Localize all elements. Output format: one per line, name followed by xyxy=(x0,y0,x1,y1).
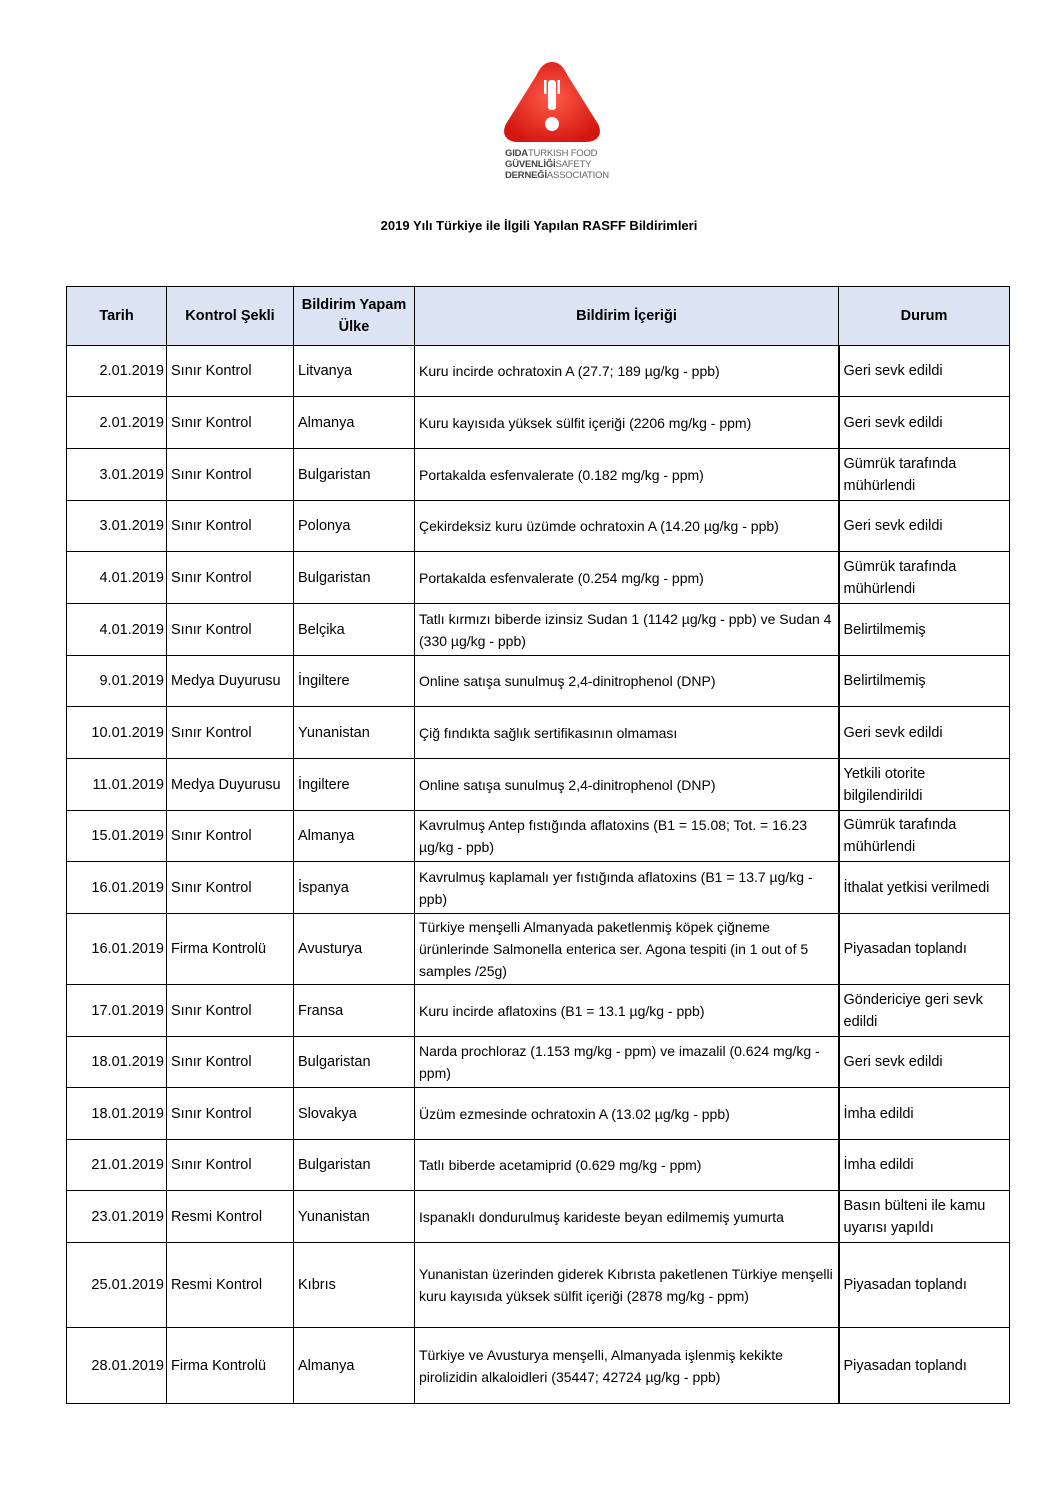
association-logo xyxy=(500,58,604,148)
row-country: Bulgaristan xyxy=(294,449,415,501)
row-control-type: Resmi Kontrol xyxy=(167,1243,294,1328)
row-status: Geri sevk edildi xyxy=(839,1037,1010,1088)
row-control-type: Sınır Kontrol xyxy=(167,707,294,759)
row-status: Göndericiye geri sevk edildi xyxy=(839,985,1010,1037)
row-status: Geri sevk edildi xyxy=(839,501,1010,552)
row-control-type: Sınır Kontrol xyxy=(167,397,294,449)
row-content: Narda prochloraz (1.153 mg/kg - ppm) ve imazalil (0.624 mg/kg - ppm) xyxy=(415,1037,839,1088)
table-row xyxy=(67,346,1010,397)
row-country: Kıbrıs xyxy=(294,1243,415,1328)
table-row xyxy=(67,914,1010,985)
row-control-type: Medya Duyurusu xyxy=(167,759,294,811)
row-control-type: Sınır Kontrol xyxy=(167,1088,294,1140)
table-row xyxy=(67,1037,1010,1088)
row-country: Yunanistan xyxy=(294,1191,415,1243)
row-date: 10.01.2019 xyxy=(67,707,167,759)
row-content: Online satışa sunulmuş 2,4-dinitrophenol (DNP) xyxy=(415,759,839,811)
row-country: Almanya xyxy=(294,811,415,862)
row-country: Almanya xyxy=(294,1328,415,1404)
row-country: Polonya xyxy=(294,501,415,552)
table-row xyxy=(67,501,1010,552)
row-content: Kavrulmuş Antep fıstığında aflatoxins (B1 = 15.08; Tot. = 16.23 µg/kg - ppb) xyxy=(415,811,839,862)
table-row xyxy=(67,604,1010,656)
row-control-type: Sınır Kontrol xyxy=(167,985,294,1037)
row-status: Geri sevk edildi xyxy=(839,707,1010,759)
row-status: Gümrük tarafında mühürlendi xyxy=(839,552,1010,604)
row-country: Litvanya xyxy=(294,346,415,397)
row-date: 9.01.2019 xyxy=(67,656,167,707)
row-date: 21.01.2019 xyxy=(67,1140,167,1191)
row-country: Avusturya xyxy=(294,914,415,985)
row-control-type: Sınır Kontrol xyxy=(167,1140,294,1191)
table-header-row xyxy=(67,287,1010,346)
row-status: İthalat yetkisi verilmedi xyxy=(839,862,1010,914)
row-date: 17.01.2019 xyxy=(67,985,167,1037)
row-date: 15.01.2019 xyxy=(67,811,167,862)
row-date: 25.01.2019 xyxy=(67,1243,167,1328)
row-date: 4.01.2019 xyxy=(67,604,167,656)
row-country: Slovakya xyxy=(294,1088,415,1140)
row-content: Türkiye ve Avusturya menşelli, Almanyada işlenmiş kekikte pirolizidin alkaloidleri (35447; 42724 µg/kg - ppb) xyxy=(415,1328,839,1404)
row-control-type: Firma Kontrolü xyxy=(167,1328,294,1404)
row-date: 11.01.2019 xyxy=(67,759,167,811)
row-date: 18.01.2019 xyxy=(67,1037,167,1088)
table-row xyxy=(67,1088,1010,1140)
row-country: İngiltere xyxy=(294,656,415,707)
row-content: Tatlı biberde acetamiprid (0.629 mg/kg - ppm) xyxy=(415,1140,839,1191)
row-country: Bulgaristan xyxy=(294,1037,415,1088)
rasff-notifications-table xyxy=(66,286,1010,1404)
row-status: Geri sevk edildi xyxy=(839,346,1010,397)
row-control-type: Sınır Kontrol xyxy=(167,449,294,501)
row-date: 3.01.2019 xyxy=(67,501,167,552)
row-content: Ispanaklı dondurulmuş karideste beyan edilmemiş yumurta xyxy=(415,1191,839,1243)
row-control-type: Sınır Kontrol xyxy=(167,1037,294,1088)
table-row xyxy=(67,985,1010,1037)
row-status: Gümrük tarafında mühürlendi xyxy=(839,449,1010,501)
row-control-type: Sınır Kontrol xyxy=(167,346,294,397)
row-date: 23.01.2019 xyxy=(67,1191,167,1243)
row-content: Kuru incirde aflatoxins (B1 = 13.1 µg/kg - ppb) xyxy=(415,985,839,1037)
row-country: Almanya xyxy=(294,397,415,449)
table-row xyxy=(67,811,1010,862)
row-content: Portakalda esfenvalerate (0.254 mg/kg - ppm) xyxy=(415,552,839,604)
row-content: Yunanistan üzerinden giderek Kıbrısta paketlenen Türkiye menşelli kuru kayısıda yüksek sülfit içeriği (2878 mg/kg - ppm) xyxy=(415,1243,839,1328)
row-country: Yunanistan xyxy=(294,707,415,759)
row-content: Türkiye menşelli Almanyada paketlenmiş köpek çiğneme ürünlerinde Salmonella enterica ser. Agona tespiti (in 1 out of 5 samples /25g) xyxy=(415,914,839,985)
table-row xyxy=(67,449,1010,501)
logo-text: GIDATURKISH FOOD GÜVENLİĞİSAFETY DERNEĞİASSOCIATION xyxy=(505,148,609,181)
table-row xyxy=(67,759,1010,811)
row-status: İmha edildi xyxy=(839,1140,1010,1191)
row-date: 2.01.2019 xyxy=(67,346,167,397)
row-status: Basın bülteni ile kamu uyarısı yapıldı xyxy=(839,1191,1010,1243)
row-date: 2.01.2019 xyxy=(67,397,167,449)
row-country: Bulgaristan xyxy=(294,552,415,604)
row-content: Çiğ fındıkta sağlık sertifikasının olmaması xyxy=(415,707,839,759)
row-control-type: Sınır Kontrol xyxy=(167,862,294,914)
row-content: Tatlı kırmızı biberde izinsiz Sudan 1 (1142 µg/kg - ppb) ve Sudan 4 (330 µg/kg - ppb) xyxy=(415,604,839,656)
row-content: Online satışa sunulmuş 2,4-dinitrophenol (DNP) xyxy=(415,656,839,707)
table-row xyxy=(67,1328,1010,1404)
row-status: Geri sevk edildi xyxy=(839,397,1010,449)
row-status: Belirtilmemiş xyxy=(839,604,1010,656)
row-control-type: Sınır Kontrol xyxy=(167,811,294,862)
header-notification-content: Bildirim İçeriği xyxy=(415,287,839,346)
row-date: 3.01.2019 xyxy=(67,449,167,501)
row-control-type: Sınır Kontrol xyxy=(167,552,294,604)
row-control-type: Sınır Kontrol xyxy=(167,604,294,656)
table-row xyxy=(67,656,1010,707)
table-row xyxy=(67,552,1010,604)
header-notifying-country: Bildirim Yapam Ülke xyxy=(294,287,415,346)
row-control-type: Resmi Kontrol xyxy=(167,1191,294,1243)
row-status: Gümrük tarafında mühürlendi xyxy=(839,811,1010,862)
table-row xyxy=(67,862,1010,914)
row-content: Kuru incirde ochratoxin A (27.7; 189 µg/kg - ppb) xyxy=(415,346,839,397)
row-status: Piyasadan toplandı xyxy=(839,1328,1010,1404)
row-control-type: Sınır Kontrol xyxy=(167,501,294,552)
row-date: 4.01.2019 xyxy=(67,552,167,604)
table-row xyxy=(67,707,1010,759)
row-control-type: Firma Kontrolü xyxy=(167,914,294,985)
header-control-type: Kontrol Şekli xyxy=(167,287,294,346)
table-row xyxy=(67,1191,1010,1243)
row-country: Fransa xyxy=(294,985,415,1037)
row-control-type: Medya Duyurusu xyxy=(167,656,294,707)
table-row xyxy=(67,1140,1010,1191)
document-title: 2019 Yılı Türkiye ile İlgili Yapılan RASFF Bildirimleri xyxy=(380,218,698,233)
row-content: Kavrulmuş kaplamalı yer fıstığında aflatoxins (B1 = 13.7 µg/kg - ppb) xyxy=(415,862,839,914)
table-row xyxy=(67,1243,1010,1328)
row-status: Piyasadan toplandı xyxy=(839,914,1010,985)
row-country: İspanya xyxy=(294,862,415,914)
row-content: Kuru kayısıda yüksek sülfit içeriği (2206 mg/kg - ppm) xyxy=(415,397,839,449)
row-country: Bulgaristan xyxy=(294,1140,415,1191)
row-status: Piyasadan toplandı xyxy=(839,1243,1010,1328)
row-status: Yetkili otorite bilgilendirildi xyxy=(839,759,1010,811)
row-content: Portakalda esfenvalerate (0.182 mg/kg - ppm) xyxy=(415,449,839,501)
row-date: 28.01.2019 xyxy=(67,1328,167,1404)
row-country: Belçika xyxy=(294,604,415,656)
row-date: 16.01.2019 xyxy=(67,862,167,914)
row-status: İmha edildi xyxy=(839,1088,1010,1140)
row-content: Çekirdeksiz kuru üzümde ochratoxin A (14.20 µg/kg - ppb) xyxy=(415,501,839,552)
header-date: Tarih xyxy=(67,287,167,346)
row-date: 18.01.2019 xyxy=(67,1088,167,1140)
row-date: 16.01.2019 xyxy=(67,914,167,985)
row-content: Üzüm ezmesinde ochratoxin A (13.02 µg/kg - ppb) xyxy=(415,1088,839,1140)
row-status: Belirtilmemiş xyxy=(839,656,1010,707)
table-row xyxy=(67,397,1010,449)
row-country: İngiltere xyxy=(294,759,415,811)
header-status: Durum xyxy=(839,287,1010,346)
